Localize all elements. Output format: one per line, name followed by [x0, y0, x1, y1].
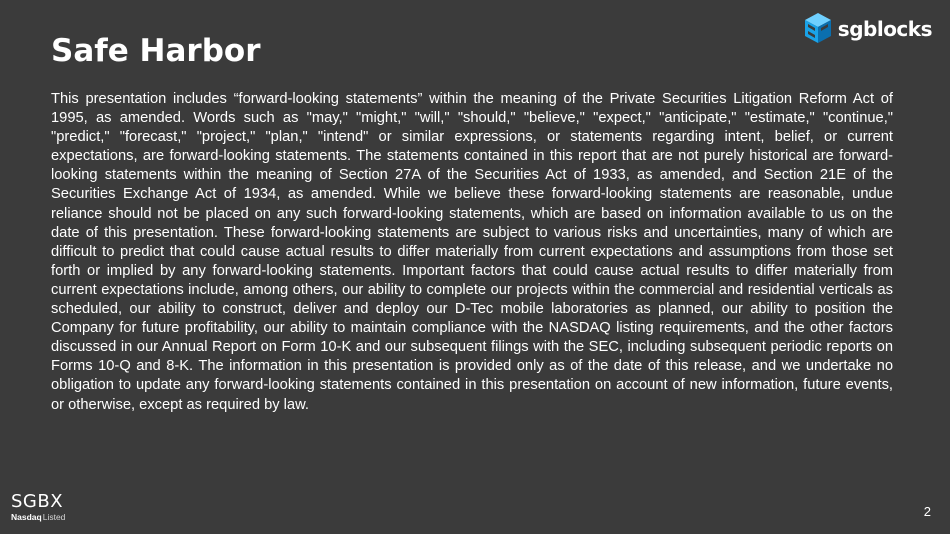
exchange-name: Nasdaq: [11, 512, 42, 522]
logo-wordmark: sgblocks: [837, 17, 932, 41]
safe-harbor-statement: This presentation includes “forward-looking statements” within the meaning of the Private Securities Litigation Reform Act of 1995, as amended. Words such as "may," "might," "will," "should," "believe," "expect," "anticipate," "estimate," "continue," "predict," "forecast," "project," "plan," "intend" or similar expressions, or statements regarding intent, belief, or current expectations, are forward-looking statements. The statements contained in this report that are not purely historical are forward-looking statements within the meaning of Section 27A of the Securities Act of 1933, as amended, and Section 21E of the Securities Exchange Act of 1934, as amended. While we believe these forward-looking statements are reasonable, undue reliance should not be placed on any such forward-looking statements, which are based on information available to us on the date of this presentation. These forward-looking statements are subject to various risks and uncertainties, many of which are difficult to predict that could cause actual results to differ materially from current expectations and assumptions from those set forth or implied by any forward-looking statements. Important factors that could cause actual results to differ materially from current expectations include, among others, our ability to complete our projects within the commercial and residential verticals as scheduled, our ability to construct, deliver and deploy our D-Tec mobile laboratories as planned, our ability to position the Company for future profitability, our ability to maintain compliance with the NASDAQ listing requirements, and the other factors discussed in our Annual Report on Form 10-K and our subsequent filings with the SEC, including subsequent periodic reports on Forms 10-Q and 8-K. The information in this presentation is provided only as of the date of this release, and we undertake no obligation to update any forward-looking statements contained in this presentation on account of new information, future events, or otherwise, except as required by law.: [51, 91, 893, 413]
sgblocks-cube-logo-icon: [803, 12, 833, 44]
sgblocks-logo: [803, 12, 932, 44]
exchange-listing: [11, 512, 65, 522]
page-number: 2: [923, 504, 931, 519]
ticker-badge: [11, 493, 65, 522]
listing-status: Listed: [42, 512, 66, 522]
slide-title: Safe Harbor: [51, 33, 261, 69]
ticker-symbol: SGBX: [11, 491, 64, 512]
